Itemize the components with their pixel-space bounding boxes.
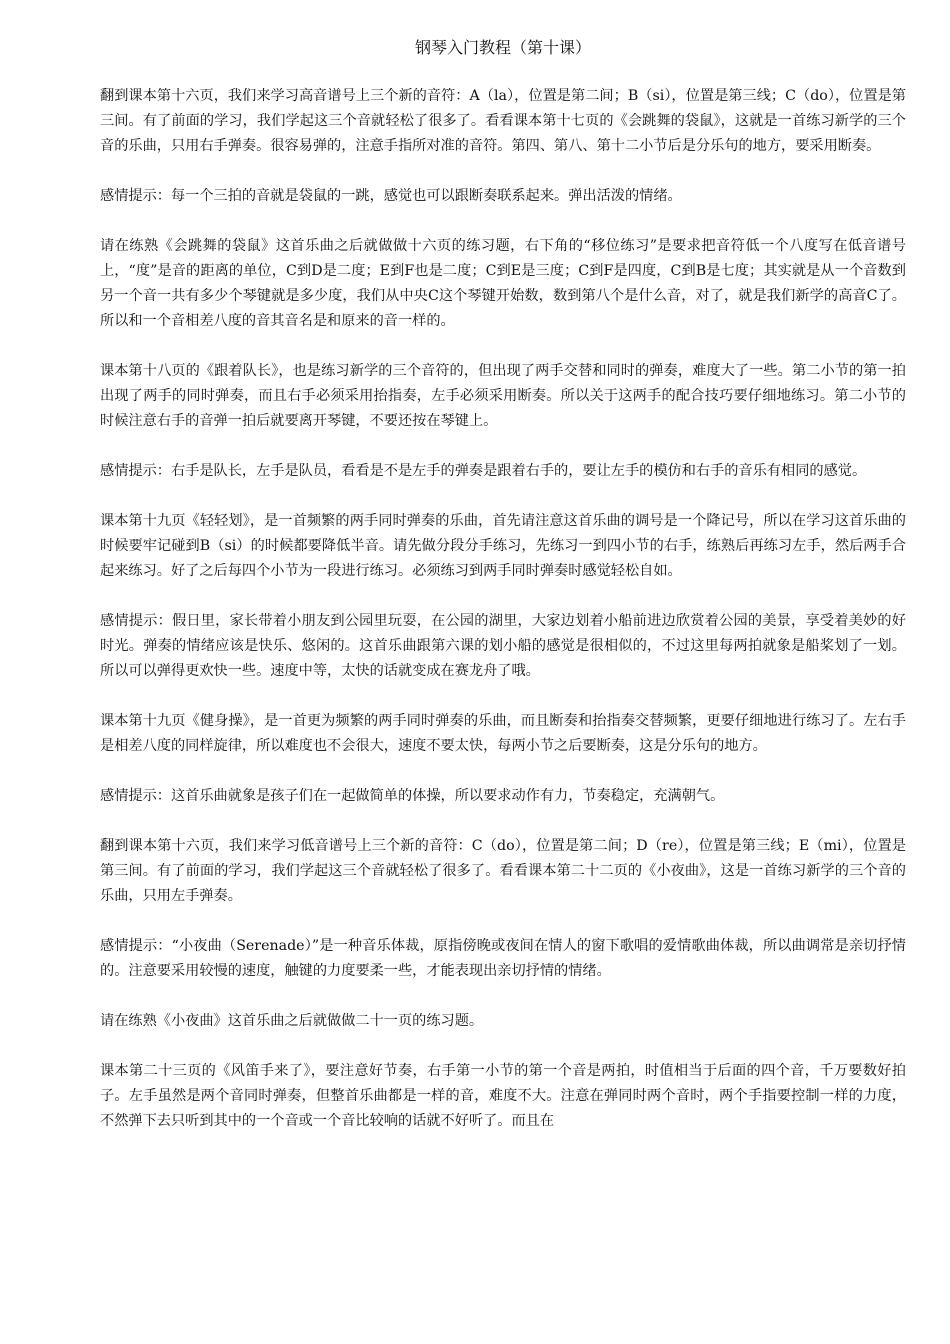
paragraph: 课本第十九页《健身操》，是一首更为频繁的两手同时弹奏的乐曲，而且断奏和抬指奏交替频繁，更要仔细地进行练习了。左右手是相差八度的同样旋律，所以难度也不会很大，速度不要太快，每两小节之后要断奏，这是分乐句的地方。 xyxy=(100,713,906,754)
paragraph: 感情提示：假日里，家长带着小朋友到公园里玩耍，在公园的湖里，大家边划着小船前进边欣赏着公园的美景，享受着美妙的好时光。弹奏的情绪应该是快乐、悠闲的。这首乐曲跟第六课的划小船的感觉是很相似的，不过这里每两拍就象是船桨划了一划。所以可以弹得更欢快一些。速度中等，太快的话就变成在赛龙舟了哦。 xyxy=(100,613,906,679)
document-title: 钢琴入门教程（第十课） xyxy=(414,38,591,57)
paragraph: 请在练熟《小夜曲》这首乐曲之后就做做二十一页的练习题。 xyxy=(100,1013,484,1029)
document-page xyxy=(100,34,906,1159)
paragraph: 翻到课本第十六页，我们来学习低音谱号上三个新的音符：C（do），位置是第二间；D（re），位置是第三线；E（mi），位置是第三间。有了前面的学习，我们学起这三个音就轻松了很多了。看看课本第二十二页的《小夜曲》，这是一首练习新学的三个音的乐曲，只用左手弹奏。 xyxy=(100,838,906,904)
paragraph: 请在练熟《会跳舞的袋鼠》这首乐曲之后就做做十六页的练习题，右下角的“移位练习”是要求把音符低一个八度写在低音谱号上，“度”是音的距离的单位，C到D是二度；E到F也是二度；C到E是三度；C到F是四度，C到B是七度；其实就是从一个音数到另一个音一共有多少个琴键就是多少度，我们从中央C这个琴键开始数，数到第八个是什么音，对了，就是我们新学的高音C了。所以和一个音相差八度的音其音名是和原来的音一样的。 xyxy=(100,238,906,329)
paragraph: 翻到课本第十六页，我们来学习高音谱号上三个新的音符：A（la），位置是第二间；B（si），位置是第三线；C（do），位置是第三间。有了前面的学习，我们学起这三个音就轻松了很多了。看看课本第十七页的《会跳舞的袋鼠》，这就是一首练习新学的三个音的乐曲，只用右手弹奏。很容易弹的，注意手指所对准的音符。第四、第八、第十二小节后是分乐句的地方，要采用断奏。 xyxy=(100,88,906,154)
paragraph: 感情提示：右手是队长，左手是队员，看看是不是左手的弹奏是跟着右手的，要让左手的模仿和右手的音乐有相同的感觉。 xyxy=(100,463,867,479)
paragraph: 课本第十九页《轻轻划》，是一首频繁的两手同时弹奏的乐曲，首先请注意这首乐曲的调号是一个降记号，所以在学习这首乐曲的时候要牢记碰到B（si）的时候都要降低半音。请先做分段分手练习，先练习一到四小节的右手，练熟后再练习左手，然后两手合起来练习。好了之后每四个小节为一段进行练习。必须练习到两手同时弹奏时感觉轻松自如。 xyxy=(100,513,906,579)
paragraph: 感情提示：“小夜曲（Serenade）”是一种音乐体裁，原指傍晚或夜间在情人的窗下歌唱的爱情歌曲体裁，所以曲调常是亲切抒情的。注意要采用较慢的速度，触键的力度要柔一些，才能表现出亲切抒情的情绪。 xyxy=(100,938,906,979)
paragraph: 课本第十八页的《跟着队长》，也是练习新学的三个音符的，但出现了两手交替和同时的弹奏，难度大了一些。第二小节的第一拍出现了两手的同时弹奏，而且右手必须采用抬指奏，左手必须采用断奏。所以关于这两手的配合技巧要仔细地练习。第二小节的时候注意右手的音弹一拍后就要离开琴键，不要还按在琴键上。 xyxy=(100,363,906,429)
paragraph: 感情提示：每一个三拍的音就是袋鼠的一跳，感觉也可以跟断奏联系起来。弹出活泼的情绪。 xyxy=(100,188,682,204)
paragraph: 课本第二十三页的《风笛手来了》，要注意好节奏，右手第一小节的第一个音是两拍，时值相当于后面的四个音，千万要数好拍子。左手虽然是两个音同时弹奏，但整首乐曲都是一样的音，难度不大。注意在弹同时两个音时，两个手指要控制一样的力度，不然弹下去只听到其中的一个音或一个音比较响的话就不好听了。而且在 xyxy=(100,1063,906,1129)
paragraph: 感情提示：这首乐曲就象是孩子们在一起做简单的体操，所以要求动作有力，节奏稳定，充满朝气。 xyxy=(100,788,725,804)
